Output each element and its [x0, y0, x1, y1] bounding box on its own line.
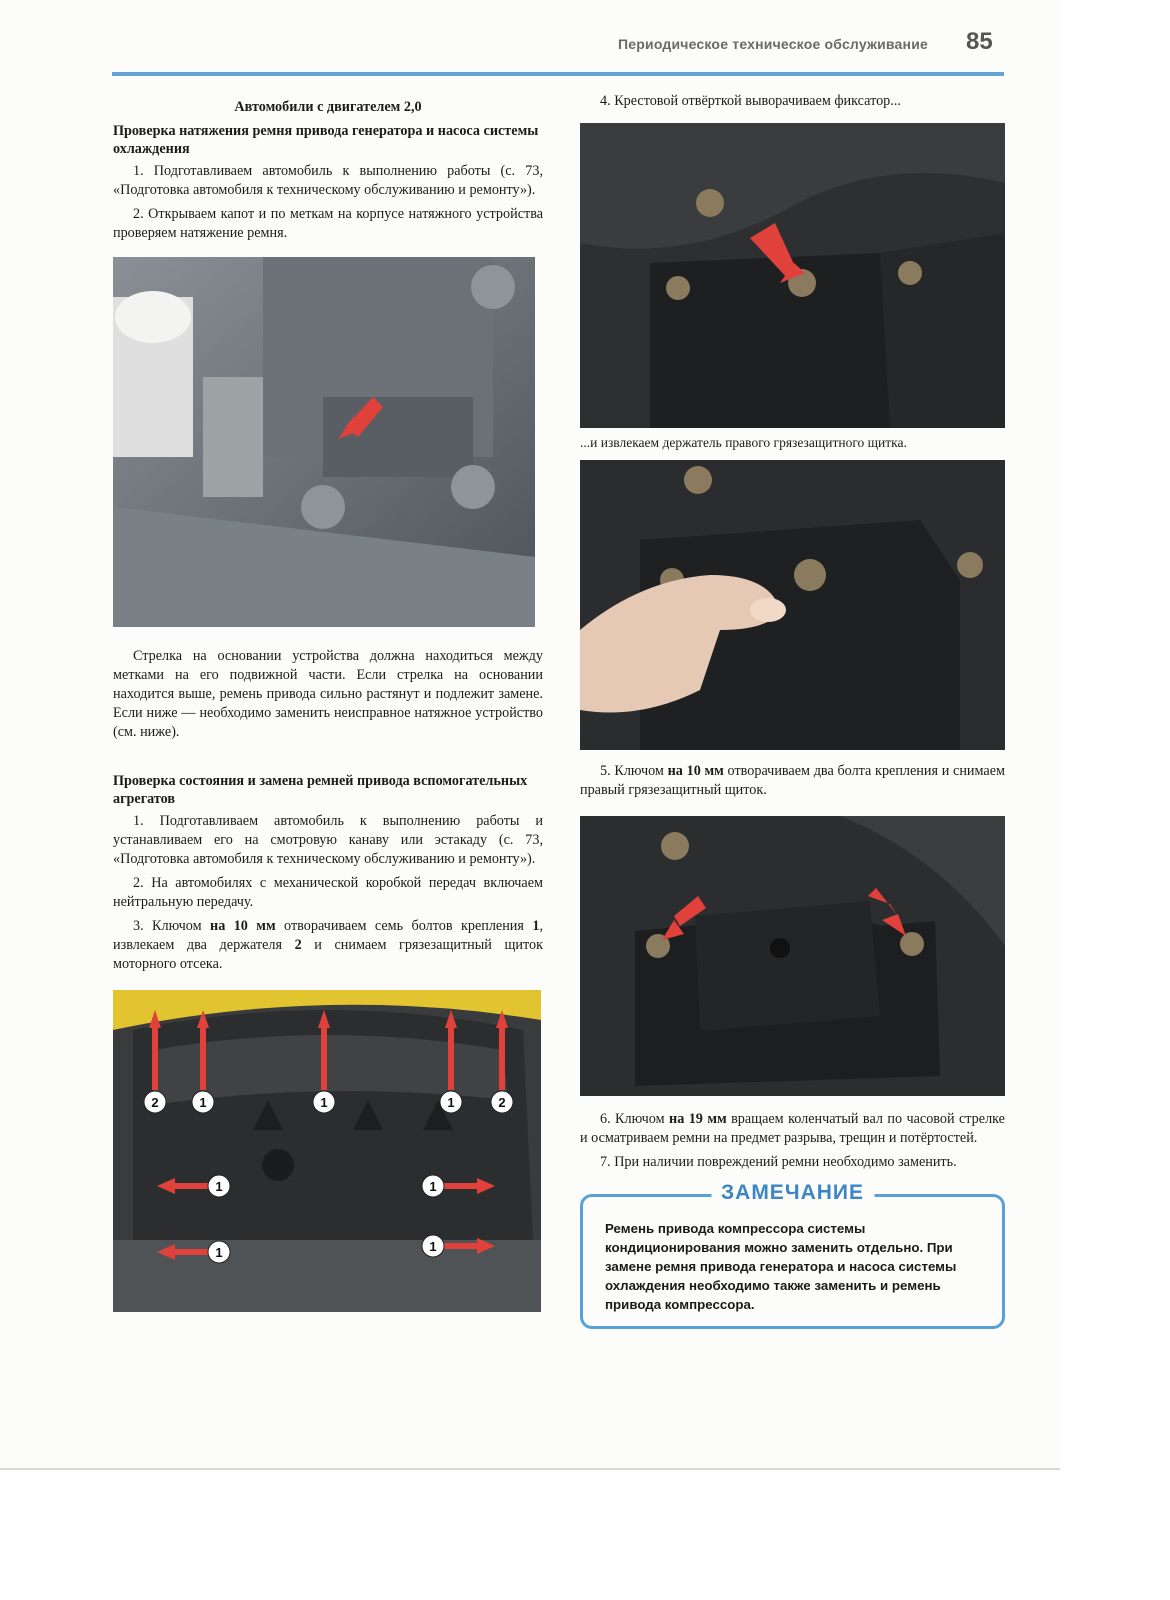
- note-text: Ремень привода компрессора системы кондиционирования можно заменить отдельно. При замене ремня привода генератора и насоса системы охлаждения необходимо также заменить и ремень привода компрессора.: [605, 1221, 957, 1312]
- callout-label: 1: [429, 1239, 437, 1254]
- step-paragraph: 2. На автомобилях с механической коробкой передач включаем нейтральную передачу.: [113, 875, 543, 910]
- callout-label: 1: [215, 1179, 223, 1194]
- step-paragraph: 5. Ключом на 10 мм отворачиваем два болта крепления и снимаем правый грязезащитный щиток.: [580, 763, 1005, 798]
- photo-removing-holder: [580, 460, 1005, 750]
- callout-label: 2: [151, 1095, 159, 1110]
- step-paragraph: 1. Подготавливаем автомобиль к выполнению работы (с. 73, «Подготовка автомобиля к техническому обслуживанию и ремонту»).: [113, 163, 543, 198]
- step-paragraph: 3. Ключом на 10 мм отворачиваем семь болтов крепления 1, извлекаем два держателя 2 и снимаем грязезащитный щиток моторного отсека.: [113, 918, 543, 972]
- callout-label: 1: [215, 1245, 223, 1260]
- header-rule: [112, 72, 1004, 76]
- photo-fastener-screwdriver: [580, 123, 1005, 428]
- step-paragraph: 7. При наличии повреждений ремни необходимо заменить.: [600, 1154, 957, 1170]
- step-paragraph: 2. Открываем капот и по меткам на корпусе натяжного устройства проверяем натяжение ремня.: [113, 206, 543, 241]
- callout-label: 1: [447, 1095, 455, 1110]
- note-box: [580, 1181, 1005, 1329]
- left-column: [113, 92, 543, 1312]
- photo-engine-splash-shield: [113, 990, 541, 1312]
- step-paragraph: 4. Крестовой отвёрткой выворачиваем фиксатор...: [600, 93, 901, 109]
- photo-tensioner: [113, 257, 535, 627]
- note-title: ЗАМЕЧАНИЕ: [711, 1183, 874, 1202]
- subsection-title-belt-tension: Проверка натяжения ремня привода генератора и насоса системы охлаждения: [113, 123, 539, 157]
- callout-label: 2: [498, 1095, 506, 1110]
- callout-label: 1: [320, 1095, 328, 1110]
- step-paragraph: 1. Подготавливаем автомобиль к выполнению работы и устанавливаем его на смотровую канаву или эстакаду (с. 73, «Подготовка автомобиля к техническому обслуживанию и ремонту»).: [113, 813, 543, 867]
- right-column: [580, 92, 1005, 1329]
- page-number: 85: [966, 28, 993, 55]
- subsection-title-belt-replacement: Проверка состояния и замена ремней привода вспомогательных агрегатов: [113, 773, 528, 807]
- section-title: Автомобили с двигателем 2,0: [234, 99, 422, 115]
- page-edge: [0, 1468, 1060, 1470]
- step-paragraph: Стрелка на основании устройства должна находиться между метками на его подвижной части. Если стрелка на основании находится выше, ремень привода сильно растянут и подлежит замене. Если ниже — необходимо заменить неисправное натяжное устройство (см. ниже).: [113, 648, 543, 740]
- callout-label: 1: [429, 1179, 437, 1194]
- step-paragraph: 6. Ключом на 19 мм вращаем коленчатый вал по часовой стрелке и осматриваем ремни на предмет разрыва, трещин и потёртостей.: [580, 1111, 1005, 1146]
- callout-label: 1: [199, 1095, 207, 1110]
- photo-caption: ...и извлекаем держатель правого грязезащитного щитка.: [580, 435, 907, 450]
- running-header: Периодическое техническое обслуживание: [618, 36, 928, 52]
- photo-right-splash-shield: [580, 816, 1005, 1096]
